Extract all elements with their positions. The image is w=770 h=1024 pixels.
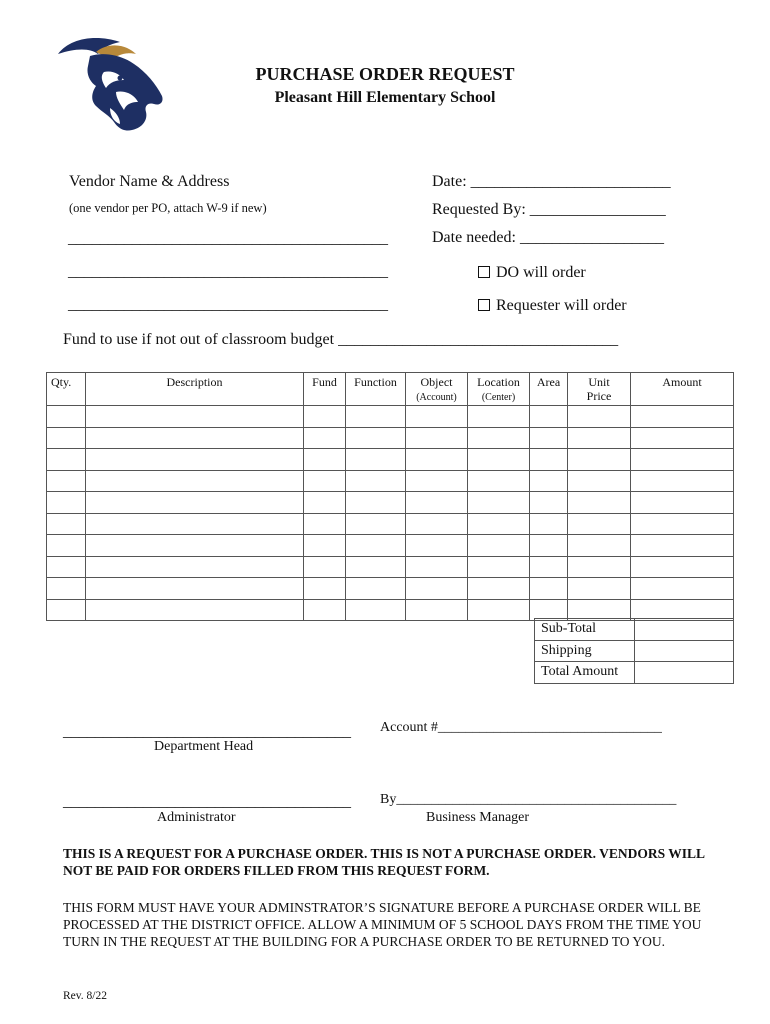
cell[interactable] bbox=[346, 513, 406, 535]
cell[interactable] bbox=[86, 449, 304, 471]
table-row bbox=[47, 427, 734, 449]
cell[interactable] bbox=[468, 470, 530, 492]
cell[interactable] bbox=[47, 535, 86, 557]
cell[interactable] bbox=[86, 556, 304, 578]
cell[interactable] bbox=[631, 492, 734, 514]
school-name: Pleasant Hill Elementary School bbox=[274, 89, 496, 106]
cell[interactable] bbox=[86, 492, 304, 514]
col-location-sub: (Center) bbox=[481, 392, 516, 403]
cell[interactable] bbox=[86, 535, 304, 557]
total-row bbox=[535, 662, 734, 684]
cell[interactable] bbox=[47, 578, 86, 600]
cell[interactable] bbox=[468, 492, 530, 514]
cell[interactable] bbox=[86, 513, 304, 535]
table-row bbox=[47, 578, 734, 600]
cell[interactable] bbox=[406, 535, 468, 557]
vendor-line-1[interactable]: ________________________________________ bbox=[68, 230, 388, 247]
cell[interactable] bbox=[530, 406, 568, 428]
cell[interactable] bbox=[346, 556, 406, 578]
cell[interactable] bbox=[530, 470, 568, 492]
vendor-line-2[interactable]: ________________________________________ bbox=[68, 263, 388, 280]
cell[interactable] bbox=[568, 513, 631, 535]
cell[interactable] bbox=[568, 449, 631, 471]
cell[interactable] bbox=[568, 492, 631, 514]
cell[interactable] bbox=[47, 556, 86, 578]
cell[interactable] bbox=[406, 599, 468, 621]
do-will-order-option[interactable] bbox=[478, 264, 586, 282]
total-value[interactable] bbox=[635, 662, 734, 684]
shipping-value[interactable] bbox=[635, 640, 734, 662]
date-field[interactable]: Date: _________________________ bbox=[432, 173, 671, 190]
cell[interactable] bbox=[86, 406, 304, 428]
cell[interactable] bbox=[568, 470, 631, 492]
cell[interactable] bbox=[631, 535, 734, 557]
cell[interactable] bbox=[86, 599, 304, 621]
cell[interactable] bbox=[468, 535, 530, 557]
cell[interactable] bbox=[468, 513, 530, 535]
cell[interactable] bbox=[47, 470, 86, 492]
cell[interactable] bbox=[86, 470, 304, 492]
cell[interactable] bbox=[530, 492, 568, 514]
col-object bbox=[406, 373, 468, 406]
account-field[interactable]: Account #________________________________ bbox=[380, 720, 662, 735]
col-area: Area bbox=[530, 373, 568, 406]
subtotal-label: Sub-Total bbox=[535, 619, 635, 641]
requested-by-field[interactable]: Requested By: _________________ bbox=[432, 201, 666, 218]
cell[interactable] bbox=[568, 578, 631, 600]
cell[interactable] bbox=[346, 470, 406, 492]
cell[interactable] bbox=[346, 406, 406, 428]
cell[interactable] bbox=[406, 513, 468, 535]
col-unit-label: Unit bbox=[588, 375, 610, 389]
shipping-label: Shipping bbox=[535, 640, 635, 662]
form-title: PURCHASE ORDER REQUEST bbox=[255, 64, 515, 84]
requester-will-order-option[interactable] bbox=[478, 297, 627, 315]
cell[interactable] bbox=[304, 427, 346, 449]
cell[interactable] bbox=[47, 513, 86, 535]
notice-paragraph: THIS FORM MUST HAVE YOUR ADMINSTRATOR’S SIGNATURE BEFORE A PURCHASE ORDER WILL BE PROCESSED AT THE DISTRICT OFFICE. ALLOW A MINIMUM OF 5 SCHOOL DAYS FROM THE TIME YOU TURN IN THE REQUEST AT THE BUILDING FOR A PURCHASE ORDER TO BE RETURNED TO YOU. bbox=[63, 900, 702, 949]
cell[interactable] bbox=[47, 406, 86, 428]
cell[interactable] bbox=[406, 427, 468, 449]
cell[interactable] bbox=[304, 535, 346, 557]
col-function: Function bbox=[346, 373, 406, 406]
date-needed-field[interactable]: Date needed: __________________ bbox=[432, 229, 664, 246]
fund-line[interactable]: Fund to use if not out of classroom budget ___________________________________ bbox=[63, 331, 619, 348]
goat-logo-icon bbox=[50, 32, 172, 138]
cell[interactable] bbox=[86, 578, 304, 600]
vendor-line-3[interactable]: ________________________________________ bbox=[68, 296, 388, 313]
cell[interactable] bbox=[47, 427, 86, 449]
col-unit-price bbox=[568, 373, 631, 406]
total-label: Total Amount bbox=[535, 662, 635, 684]
cell[interactable] bbox=[47, 599, 86, 621]
table-row bbox=[47, 513, 734, 535]
col-location-label: Location bbox=[477, 375, 520, 389]
do-will-order-label: DO will order bbox=[496, 264, 586, 281]
cell[interactable] bbox=[406, 449, 468, 471]
col-location bbox=[468, 373, 530, 406]
cell[interactable] bbox=[304, 513, 346, 535]
cell[interactable] bbox=[406, 406, 468, 428]
table-header-row bbox=[47, 373, 734, 406]
cell[interactable] bbox=[568, 556, 631, 578]
vendor-note: (one vendor per PO, attach W-9 if new) bbox=[69, 201, 267, 215]
cell[interactable] bbox=[304, 599, 346, 621]
notice-bold: THIS IS A REQUEST FOR A PURCHASE ORDER. THIS IS NOT A PURCHASE ORDER. VENDORS WILL NOT BE PAID FOR ORDERS FILLED FROM THIS REQUEST FORM. bbox=[63, 846, 705, 878]
col-qty: Qty. bbox=[47, 373, 86, 406]
cell[interactable] bbox=[568, 406, 631, 428]
shipping-row bbox=[535, 640, 734, 662]
cell[interactable] bbox=[468, 599, 530, 621]
revision-label: Rev. 8/22 bbox=[63, 990, 107, 1002]
table-row bbox=[47, 449, 734, 471]
cell[interactable] bbox=[631, 470, 734, 492]
requester-will-order-label: Requester will order bbox=[496, 297, 627, 314]
cell[interactable] bbox=[631, 578, 734, 600]
cell[interactable] bbox=[346, 535, 406, 557]
cell[interactable] bbox=[304, 406, 346, 428]
cell[interactable] bbox=[406, 470, 468, 492]
col-unit-sub: Price bbox=[586, 389, 612, 403]
table-row bbox=[47, 492, 734, 514]
col-object-label: Object bbox=[420, 375, 453, 389]
dept-head-signature-line[interactable]: ____________________________________ bbox=[63, 723, 351, 740]
cell[interactable] bbox=[304, 470, 346, 492]
subtotal-value[interactable] bbox=[635, 619, 734, 641]
vendor-label: Vendor Name & Address bbox=[69, 173, 230, 190]
cell[interactable] bbox=[304, 578, 346, 600]
cell[interactable] bbox=[631, 556, 734, 578]
table-row bbox=[47, 470, 734, 492]
cell[interactable] bbox=[530, 449, 568, 471]
table-row bbox=[47, 556, 734, 578]
cell[interactable] bbox=[304, 556, 346, 578]
cell[interactable] bbox=[468, 427, 530, 449]
cell[interactable] bbox=[530, 578, 568, 600]
cell[interactable] bbox=[346, 578, 406, 600]
col-amount: Amount bbox=[631, 373, 734, 406]
business-manager-label: Business Manager bbox=[426, 810, 530, 825]
cell[interactable] bbox=[568, 535, 631, 557]
cell[interactable] bbox=[406, 578, 468, 600]
cell[interactable] bbox=[631, 513, 734, 535]
table-row bbox=[47, 535, 734, 557]
administrator-signature-line[interactable]: ____________________________________ bbox=[63, 793, 351, 810]
cell[interactable] bbox=[530, 556, 568, 578]
cell[interactable] bbox=[304, 449, 346, 471]
col-object-sub: (Account) bbox=[416, 392, 457, 403]
administrator-label: Administrator bbox=[157, 810, 236, 825]
cell[interactable] bbox=[47, 492, 86, 514]
items-table bbox=[46, 372, 734, 621]
cell[interactable] bbox=[47, 449, 86, 471]
cell[interactable] bbox=[568, 427, 631, 449]
cell[interactable] bbox=[631, 427, 734, 449]
cell[interactable] bbox=[406, 556, 468, 578]
col-description: Description bbox=[86, 373, 304, 406]
dept-head-label: Department Head bbox=[154, 739, 254, 754]
cell[interactable] bbox=[468, 406, 530, 428]
business-manager-signature-line[interactable]: By________________________________________ bbox=[380, 792, 677, 807]
col-fund: Fund bbox=[304, 373, 346, 406]
cell[interactable] bbox=[346, 427, 406, 449]
cell[interactable] bbox=[530, 427, 568, 449]
cell[interactable] bbox=[631, 406, 734, 428]
checkbox-icon[interactable] bbox=[478, 299, 490, 311]
cell[interactable] bbox=[86, 427, 304, 449]
cell[interactable] bbox=[346, 492, 406, 514]
cell[interactable] bbox=[304, 492, 346, 514]
cell[interactable] bbox=[346, 599, 406, 621]
subtotal-row bbox=[535, 619, 734, 641]
cell[interactable] bbox=[530, 513, 568, 535]
totals-table bbox=[534, 618, 734, 684]
cell[interactable] bbox=[346, 449, 406, 471]
cell[interactable] bbox=[468, 578, 530, 600]
checkbox-icon[interactable] bbox=[478, 266, 490, 278]
cell[interactable] bbox=[468, 556, 530, 578]
cell[interactable] bbox=[406, 492, 468, 514]
table-row bbox=[47, 406, 734, 428]
cell[interactable] bbox=[468, 449, 530, 471]
cell[interactable] bbox=[631, 449, 734, 471]
cell[interactable] bbox=[530, 535, 568, 557]
